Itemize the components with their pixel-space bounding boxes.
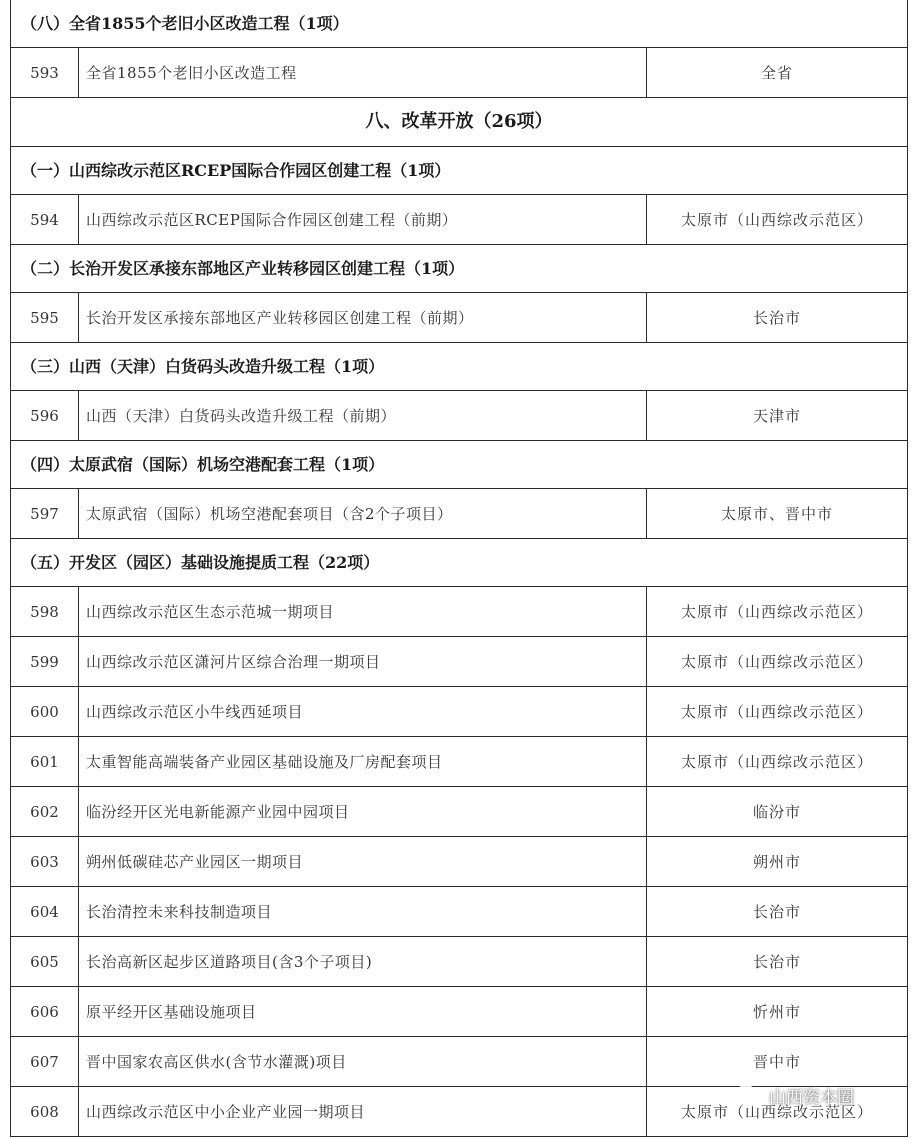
project-number: 607	[11, 1037, 79, 1087]
table-row	[11, 48, 908, 98]
project-location: 太原市（山西综改示范区）	[647, 587, 908, 637]
project-location: 临汾市	[647, 787, 908, 837]
project-name: 朔州低碳硅芯产业园区一期项目	[79, 837, 647, 887]
project-name: 长治开发区承接东部地区产业转移园区创建工程（前期）	[79, 293, 647, 343]
table-row	[11, 837, 908, 887]
section-heading-row	[11, 98, 908, 147]
subsection-heading-row	[11, 441, 908, 489]
table-row	[11, 1037, 908, 1087]
table-row	[11, 937, 908, 987]
project-name: 晋中国家农高区供水(含节水灌溉)项目	[79, 1037, 647, 1087]
project-name: 全省1855个老旧小区改造工程	[79, 48, 647, 98]
subsection-heading: （四）太原武宿（国际）机场空港配套工程（1项）	[11, 441, 908, 489]
project-location: 全省	[647, 48, 908, 98]
project-number: 597	[11, 489, 79, 539]
project-location: 晋中市	[647, 1037, 908, 1087]
subsection-heading: （二）长治开发区承接东部地区产业转移园区创建工程（1项）	[11, 245, 908, 293]
project-name: 长治高新区起步区道路项目(含3个子项目)	[79, 937, 647, 987]
table-row	[11, 637, 908, 687]
project-number: 602	[11, 787, 79, 837]
project-location: 长治市	[647, 937, 908, 987]
subsection-heading-row	[11, 539, 908, 587]
table-row	[11, 987, 908, 1037]
watermark-text: 山西资本圈	[769, 1088, 854, 1108]
table-row	[11, 737, 908, 787]
project-number: 603	[11, 837, 79, 887]
project-number: 604	[11, 887, 79, 937]
wechat-icon	[735, 1085, 763, 1107]
table-row	[11, 587, 908, 637]
project-location: 天津市	[647, 391, 908, 441]
project-location: 长治市	[647, 887, 908, 937]
subsection-heading: （八）全省1855个老旧小区改造工程（1项）	[11, 0, 908, 48]
project-name: 山西综改示范区生态示范城一期项目	[79, 587, 647, 637]
project-number: 598	[11, 587, 79, 637]
project-number: 608	[11, 1087, 79, 1137]
table-row	[11, 195, 908, 245]
project-location: 太原市（山西综改示范区）	[647, 737, 908, 787]
project-location: 朔州市	[647, 837, 908, 887]
project-name: 山西（天津）白货码头改造升级工程（前期）	[79, 391, 647, 441]
table-row	[11, 489, 908, 539]
project-number: 594	[11, 195, 79, 245]
subsection-heading: （一）山西综改示范区RCEP国际合作园区创建工程（1项）	[11, 147, 908, 195]
project-location: 太原市（山西综改示范区）	[647, 195, 908, 245]
project-location: 太原市（山西综改示范区）	[647, 1087, 908, 1137]
project-location: 太原市（山西综改示范区）	[647, 637, 908, 687]
project-location: 长治市	[647, 293, 908, 343]
table-row	[11, 391, 908, 441]
project-name: 山西综改示范区小牛线西延项目	[79, 687, 647, 737]
project-location: 太原市（山西综改示范区）	[647, 687, 908, 737]
project-number: 606	[11, 987, 79, 1037]
project-name: 长治清控未来科技制造项目	[79, 887, 647, 937]
project-name: 太原武宿（国际）机场空港配套项目（含2个子项目）	[79, 489, 647, 539]
project-location: 忻州市	[647, 987, 908, 1037]
table-row	[11, 293, 908, 343]
project-name: 太重智能高端装备产业园区基础设施及厂房配套项目	[79, 737, 647, 787]
project-number: 605	[11, 937, 79, 987]
project-number: 595	[11, 293, 79, 343]
subsection-heading: （三）山西（天津）白货码头改造升级工程（1项）	[11, 343, 908, 391]
project-name: 山西综改示范区中小企业产业园一期项目	[79, 1087, 647, 1137]
project-location: 太原市、晋中市	[647, 489, 908, 539]
subsection-heading-row	[11, 245, 908, 293]
table-row	[11, 787, 908, 837]
subsection-heading-row	[11, 0, 908, 48]
project-number: 593	[11, 48, 79, 98]
project-table	[10, 0, 908, 1137]
project-name: 临汾经开区光电新能源产业园中园项目	[79, 787, 647, 837]
project-number: 601	[11, 737, 79, 787]
subsection-heading: （五）开发区（园区）基础设施提质工程（22项）	[11, 539, 908, 587]
project-name: 山西综改示范区RCEP国际合作园区创建工程（前期）	[79, 195, 647, 245]
subsection-heading-row	[11, 343, 908, 391]
project-number: 600	[11, 687, 79, 737]
project-number: 599	[11, 637, 79, 687]
project-number: 596	[11, 391, 79, 441]
subsection-heading-row	[11, 147, 908, 195]
table-row	[11, 687, 908, 737]
project-name: 山西综改示范区潇河片区综合治理一期项目	[79, 637, 647, 687]
section-heading: 八、改革开放（26项）	[11, 98, 908, 147]
watermark	[735, 1083, 854, 1108]
project-name: 原平经开区基础设施项目	[79, 987, 647, 1037]
table-row	[11, 887, 908, 937]
